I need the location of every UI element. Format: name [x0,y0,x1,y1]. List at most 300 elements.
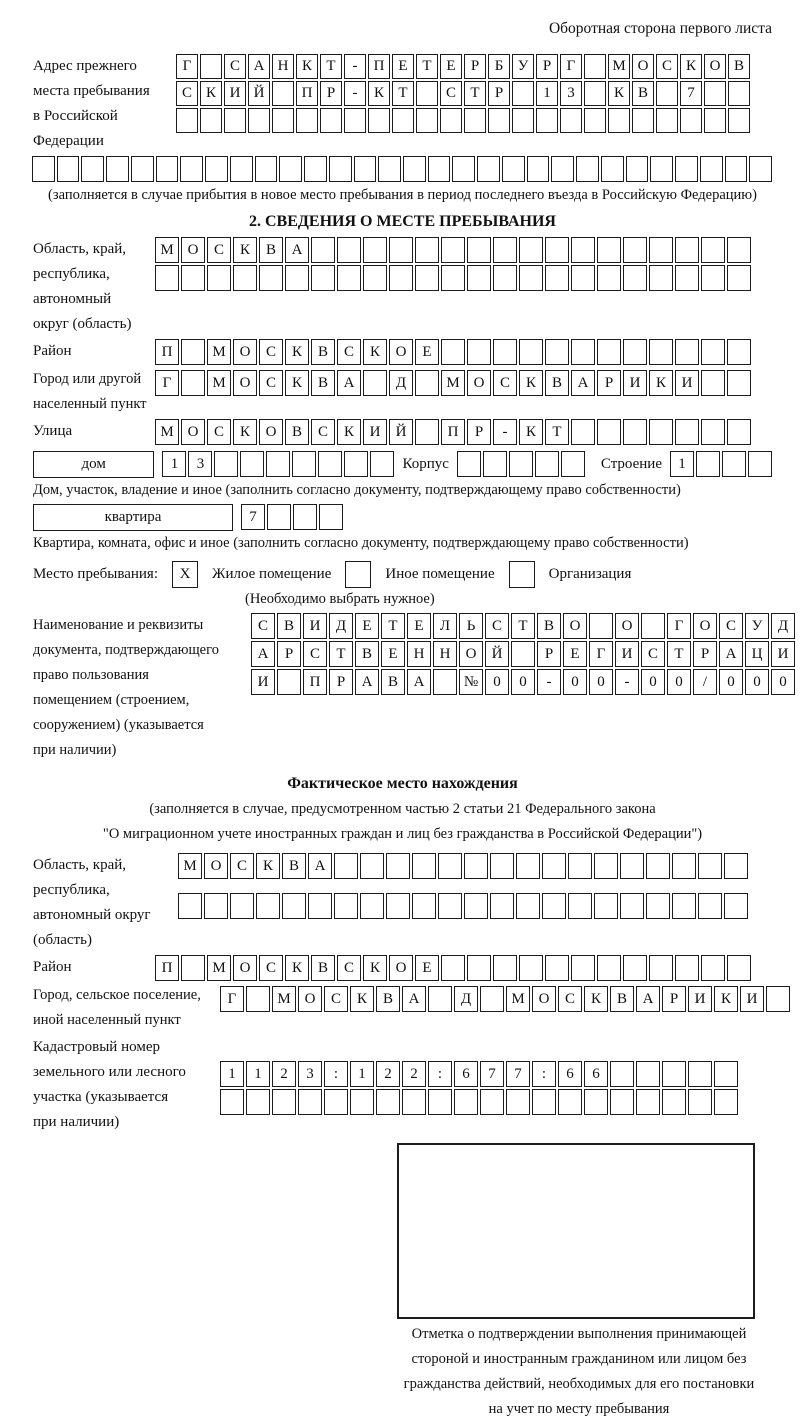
char-cell[interactable] [438,853,462,879]
char-cell[interactable] [632,108,654,133]
char-cell[interactable]: О [704,54,726,79]
char-cell[interactable]: Т [464,81,486,106]
char-cell[interactable] [698,853,722,879]
char-cell[interactable]: 6 [454,1061,478,1087]
char-cell[interactable]: 0 [511,669,535,695]
char-cell[interactable]: К [714,986,738,1012]
char-cell[interactable] [285,265,309,291]
char-cell[interactable]: П [441,419,465,445]
char-cell[interactable] [650,156,673,182]
char-cell[interactable] [700,156,723,182]
char-cell[interactable]: К [350,986,374,1012]
char-cell[interactable]: Р [329,669,353,695]
char-cell[interactable]: 6 [584,1061,608,1087]
char-cell[interactable] [311,265,335,291]
char-cell[interactable]: М [207,339,231,365]
char-cell[interactable]: С [311,419,335,445]
char-cell[interactable]: Р [277,641,301,667]
char-cell[interactable] [748,451,772,477]
char-cell[interactable]: В [381,669,405,695]
char-cell[interactable] [386,853,410,879]
char-cell[interactable] [636,1089,660,1115]
char-cell[interactable] [680,108,702,133]
char-cell[interactable]: 0 [771,669,795,695]
char-cell[interactable] [649,955,673,981]
char-cell[interactable]: В [277,613,301,639]
char-cell[interactable]: М [441,370,465,396]
char-cell[interactable]: К [233,419,257,445]
char-cell[interactable]: К [368,81,390,106]
char-cell[interactable] [207,265,231,291]
char-cell[interactable] [246,1089,270,1115]
char-cell[interactable]: М [506,986,530,1012]
char-cell[interactable]: Р [537,641,561,667]
char-cell[interactable] [656,108,678,133]
char-cell[interactable] [722,451,746,477]
char-cell[interactable]: К [519,370,543,396]
char-cell[interactable] [701,265,725,291]
char-cell[interactable] [324,1089,348,1115]
char-cell[interactable]: С [207,419,231,445]
char-cell[interactable] [568,853,592,879]
char-cell[interactable] [649,265,673,291]
char-cell[interactable]: Г [176,54,198,79]
char-cell[interactable] [728,81,750,106]
char-cell[interactable] [304,156,327,182]
char-cell[interactable]: В [355,641,379,667]
char-cell[interactable]: В [282,853,306,879]
char-cell[interactable]: 0 [719,669,743,695]
char-cell[interactable] [698,893,722,919]
char-cell[interactable] [440,108,462,133]
char-cell[interactable] [649,419,673,445]
char-cell[interactable] [594,893,618,919]
char-cell[interactable] [545,265,569,291]
char-cell[interactable] [416,81,438,106]
char-cell[interactable] [376,1089,400,1115]
char-cell[interactable]: Т [511,613,535,639]
char-cell[interactable] [428,156,451,182]
char-cell[interactable] [636,1061,660,1087]
char-cell[interactable] [277,669,301,695]
char-cell[interactable] [334,893,358,919]
char-cell[interactable]: Е [381,641,405,667]
char-cell[interactable] [649,339,673,365]
char-cell[interactable] [415,370,439,396]
char-cell[interactable]: 3 [298,1061,322,1087]
char-cell[interactable] [477,156,500,182]
char-cell[interactable]: К [233,237,257,263]
char-cell[interactable] [248,108,270,133]
char-cell[interactable] [318,451,342,477]
char-cell[interactable]: 7 [241,504,265,530]
char-cell[interactable] [589,613,613,639]
char-cell[interactable]: И [675,370,699,396]
char-cell[interactable] [608,108,630,133]
char-cell[interactable]: Т [545,419,569,445]
char-cell[interactable]: 3 [560,81,582,106]
char-cell[interactable] [701,419,725,445]
char-cell[interactable] [389,265,413,291]
char-cell[interactable]: Р [488,81,510,106]
char-cell[interactable]: : [428,1061,452,1087]
char-cell[interactable]: Е [415,339,439,365]
char-cell[interactable]: Р [693,641,717,667]
char-cell[interactable] [766,986,790,1012]
char-cell[interactable] [319,504,343,530]
char-cell[interactable]: Р [467,419,491,445]
char-cell[interactable] [704,108,726,133]
char-cell[interactable] [662,1089,686,1115]
char-cell[interactable] [81,156,104,182]
char-cell[interactable] [512,108,534,133]
char-cell[interactable]: О [693,613,717,639]
char-cell[interactable] [620,893,644,919]
char-cell[interactable] [646,853,670,879]
char-cell[interactable] [205,156,228,182]
char-cell[interactable] [688,1061,712,1087]
char-cell[interactable]: С [259,370,283,396]
char-cell[interactable] [584,1089,608,1115]
char-cell[interactable] [601,156,624,182]
char-cell[interactable] [545,955,569,981]
char-cell[interactable] [623,339,647,365]
char-cell[interactable]: Ц [745,641,769,667]
char-cell[interactable]: 7 [506,1061,530,1087]
char-cell[interactable]: О [233,955,257,981]
char-cell[interactable] [259,265,283,291]
char-cell[interactable] [571,419,595,445]
char-cell[interactable] [412,853,436,879]
char-cell[interactable] [701,339,725,365]
char-cell[interactable] [282,893,306,919]
char-cell[interactable] [594,853,618,879]
char-cell[interactable] [131,156,154,182]
char-cell[interactable]: 0 [641,669,665,695]
char-cell[interactable] [181,339,205,365]
char-cell[interactable] [672,853,696,879]
char-cell[interactable]: М [207,370,231,396]
char-cell[interactable] [311,237,335,263]
char-cell[interactable] [512,81,534,106]
char-cell[interactable]: М [272,986,296,1012]
char-cell[interactable] [344,108,366,133]
char-cell[interactable] [272,81,294,106]
char-cell[interactable] [675,156,698,182]
char-cell[interactable] [272,108,294,133]
char-cell[interactable]: Д [389,370,413,396]
char-cell[interactable] [727,370,751,396]
char-cell[interactable] [516,853,540,879]
char-cell[interactable]: В [259,237,283,263]
char-cell[interactable] [568,893,592,919]
char-cell[interactable] [536,108,558,133]
char-cell[interactable] [389,237,413,263]
checkbox-organization[interactable] [509,561,535,588]
char-cell[interactable]: Р [662,986,686,1012]
char-cell[interactable] [516,893,540,919]
char-cell[interactable]: Р [536,54,558,79]
char-cell[interactable]: В [376,986,400,1012]
char-cell[interactable]: С [337,339,361,365]
char-cell[interactable]: 0 [667,669,691,695]
char-cell[interactable]: В [285,419,309,445]
char-cell[interactable] [727,265,751,291]
char-cell[interactable]: - [615,669,639,695]
char-cell[interactable] [493,955,517,981]
char-cell[interactable] [675,237,699,263]
char-cell[interactable] [214,451,238,477]
char-cell[interactable] [519,339,543,365]
char-cell[interactable]: О [181,419,205,445]
char-cell[interactable] [688,1089,712,1115]
char-cell[interactable] [386,893,410,919]
char-cell[interactable] [576,156,599,182]
char-cell[interactable]: В [728,54,750,79]
char-cell[interactable] [176,108,198,133]
char-cell[interactable] [701,370,725,396]
char-cell[interactable] [308,893,332,919]
char-cell[interactable]: И [251,669,275,695]
char-cell[interactable] [344,451,368,477]
char-cell[interactable]: И [615,641,639,667]
char-cell[interactable]: Г [220,986,244,1012]
char-cell[interactable] [392,108,414,133]
char-cell[interactable]: : [324,1061,348,1087]
char-cell[interactable] [701,955,725,981]
char-cell[interactable] [454,1089,478,1115]
char-cell[interactable] [597,237,621,263]
char-cell[interactable]: Е [440,54,462,79]
char-cell[interactable]: В [632,81,654,106]
char-cell[interactable]: 1 [536,81,558,106]
char-cell[interactable]: - [344,54,366,79]
char-cell[interactable] [560,108,582,133]
char-cell[interactable]: А [407,669,431,695]
char-cell[interactable]: - [344,81,366,106]
char-cell[interactable]: 0 [563,669,587,695]
char-cell[interactable] [240,451,264,477]
char-cell[interactable] [724,853,748,879]
char-cell[interactable]: Р [320,81,342,106]
char-cell[interactable]: С [259,339,283,365]
char-cell[interactable]: К [200,81,222,106]
char-cell[interactable] [597,339,621,365]
char-cell[interactable]: 2 [272,1061,296,1087]
char-cell[interactable]: О [204,853,228,879]
char-cell[interactable]: 7 [480,1061,504,1087]
char-cell[interactable] [256,893,280,919]
char-cell[interactable] [360,853,384,879]
char-cell[interactable] [509,451,533,477]
char-cell[interactable]: С [230,853,254,879]
char-cell[interactable]: К [363,955,387,981]
char-cell[interactable]: А [308,853,332,879]
char-cell[interactable]: Е [407,613,431,639]
char-cell[interactable] [675,339,699,365]
char-cell[interactable] [620,853,644,879]
char-cell[interactable]: К [584,986,608,1012]
char-cell[interactable] [181,370,205,396]
char-cell[interactable] [493,237,517,263]
char-cell[interactable]: И [771,641,795,667]
char-cell[interactable]: Г [155,370,179,396]
char-cell[interactable]: О [532,986,556,1012]
char-cell[interactable] [649,237,673,263]
char-cell[interactable] [441,265,465,291]
char-cell[interactable]: С [176,81,198,106]
char-cell[interactable] [610,1089,634,1115]
char-cell[interactable]: И [363,419,387,445]
char-cell[interactable] [402,1089,426,1115]
char-cell[interactable]: С [485,613,509,639]
char-cell[interactable] [57,156,80,182]
char-cell[interactable] [610,1061,634,1087]
char-cell[interactable]: Ь [459,613,483,639]
char-cell[interactable]: / [693,669,717,695]
house-box[interactable]: дом [33,451,154,478]
char-cell[interactable]: И [224,81,246,106]
char-cell[interactable]: С [558,986,582,1012]
char-cell[interactable]: С [641,641,665,667]
char-cell[interactable]: Т [320,54,342,79]
char-cell[interactable] [428,1089,452,1115]
char-cell[interactable]: К [285,370,309,396]
char-cell[interactable] [571,237,595,263]
char-cell[interactable] [106,156,129,182]
char-cell[interactable]: О [563,613,587,639]
char-cell[interactable] [255,156,278,182]
char-cell[interactable]: К [256,853,280,879]
char-cell[interactable] [488,108,510,133]
char-cell[interactable]: Е [563,641,587,667]
char-cell[interactable]: С [337,955,361,981]
char-cell[interactable]: Б [488,54,510,79]
char-cell[interactable] [480,1089,504,1115]
char-cell[interactable] [493,339,517,365]
char-cell[interactable]: А [285,237,309,263]
char-cell[interactable]: 0 [589,669,613,695]
char-cell[interactable]: А [337,370,361,396]
char-cell[interactable]: Д [771,613,795,639]
char-cell[interactable] [527,156,550,182]
char-cell[interactable] [230,893,254,919]
char-cell[interactable]: О [632,54,654,79]
char-cell[interactable]: Й [485,641,509,667]
char-cell[interactable] [378,156,401,182]
char-cell[interactable] [412,893,436,919]
char-cell[interactable]: О [389,955,413,981]
char-cell[interactable]: И [623,370,647,396]
char-cell[interactable] [32,156,55,182]
char-cell[interactable] [279,156,302,182]
char-cell[interactable]: А [571,370,595,396]
char-cell[interactable]: Й [389,419,413,445]
char-cell[interactable] [584,81,606,106]
char-cell[interactable]: 0 [485,669,509,695]
char-cell[interactable]: А [636,986,660,1012]
char-cell[interactable]: В [610,986,634,1012]
char-cell[interactable]: М [155,237,179,263]
char-cell[interactable]: 0 [745,669,769,695]
char-cell[interactable] [714,1089,738,1115]
char-cell[interactable] [561,451,585,477]
char-cell[interactable] [626,156,649,182]
char-cell[interactable]: С [324,986,348,1012]
char-cell[interactable]: В [311,955,335,981]
char-cell[interactable] [363,265,387,291]
char-cell[interactable] [558,1089,582,1115]
char-cell[interactable] [493,265,517,291]
char-cell[interactable] [272,1089,296,1115]
char-cell[interactable] [727,237,751,263]
char-cell[interactable] [457,451,481,477]
char-cell[interactable] [483,451,507,477]
char-cell[interactable]: Р [597,370,621,396]
char-cell[interactable] [464,893,488,919]
char-cell[interactable]: О [467,370,491,396]
char-cell[interactable] [464,853,488,879]
char-cell[interactable]: 1 [162,451,186,477]
char-cell[interactable] [656,81,678,106]
char-cell[interactable]: М [178,853,202,879]
char-cell[interactable] [181,265,205,291]
char-cell[interactable] [337,265,361,291]
char-cell[interactable] [725,156,748,182]
char-cell[interactable]: А [402,986,426,1012]
char-cell[interactable] [438,893,462,919]
char-cell[interactable]: П [296,81,318,106]
char-cell[interactable] [623,955,647,981]
char-cell[interactable]: 1 [670,451,694,477]
char-cell[interactable]: : [532,1061,556,1087]
char-cell[interactable] [464,108,486,133]
char-cell[interactable]: С [303,641,327,667]
char-cell[interactable]: О [459,641,483,667]
char-cell[interactable] [728,108,750,133]
char-cell[interactable]: У [512,54,534,79]
char-cell[interactable]: О [615,613,639,639]
char-cell[interactable] [233,265,257,291]
char-cell[interactable]: М [155,419,179,445]
char-cell[interactable] [696,451,720,477]
char-cell[interactable] [266,451,290,477]
char-cell[interactable] [415,419,439,445]
char-cell[interactable] [623,419,647,445]
char-cell[interactable]: К [649,370,673,396]
char-cell[interactable] [220,1089,244,1115]
char-cell[interactable] [204,893,228,919]
char-cell[interactable]: Т [416,54,438,79]
char-cell[interactable] [502,156,525,182]
char-cell[interactable]: У [745,613,769,639]
char-cell[interactable]: И [303,613,327,639]
char-cell[interactable] [597,955,621,981]
char-cell[interactable]: О [233,339,257,365]
char-cell[interactable]: Н [433,641,457,667]
char-cell[interactable] [623,265,647,291]
char-cell[interactable] [467,237,491,263]
char-cell[interactable] [452,156,475,182]
char-cell[interactable]: К [337,419,361,445]
char-cell[interactable]: С [259,955,283,981]
char-cell[interactable]: Т [381,613,405,639]
char-cell[interactable] [368,108,390,133]
char-cell[interactable]: П [303,669,327,695]
char-cell[interactable] [511,641,535,667]
char-cell[interactable]: 1 [246,1061,270,1087]
apartment-box[interactable]: квартира [33,504,233,531]
